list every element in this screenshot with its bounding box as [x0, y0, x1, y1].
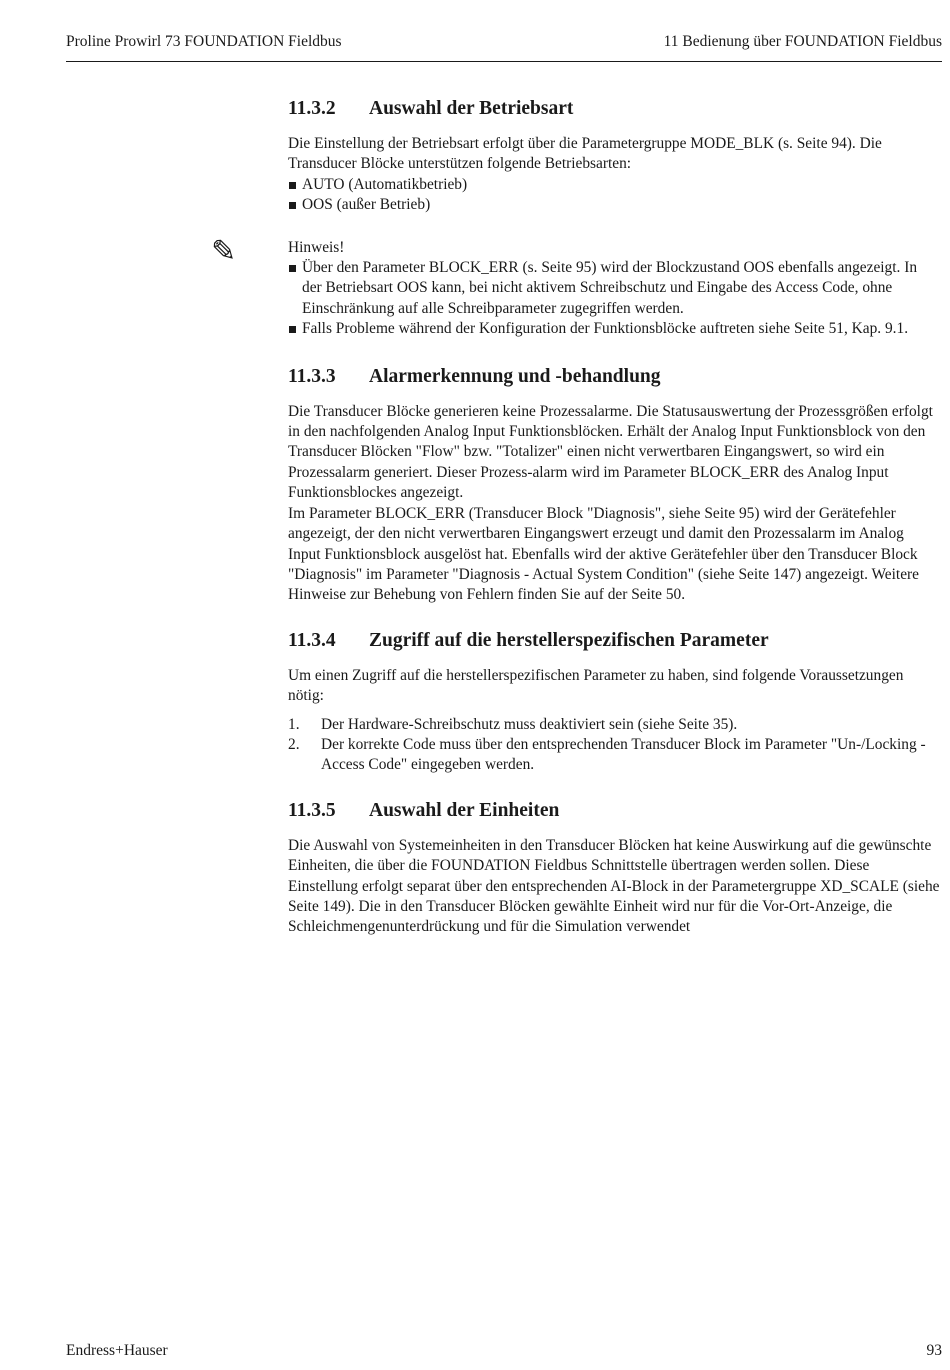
- note-title: Hinweis!: [288, 238, 345, 256]
- paragraph: Die Einstellung der Betriebsart erfolgt über die Parametergruppe MODE_BLK (s. Seite 94). Die Transducer Blöcke unterstützen folgende Betriebsarten:: [288, 135, 882, 173]
- list-item: OOS (außer Betrieb): [288, 195, 940, 215]
- paragraph: Um einen Zugriff auf die herstellerspezifischen Parameter zu haben, sind folgende Voraussetzungen nötig:: [288, 666, 904, 705]
- list-text: Der Hardware-Schreibschutz muss deaktiviert sein (siehe Seite 35).: [321, 715, 738, 733]
- page-content: [211, 96, 940, 960]
- section-alarmerkennung: [288, 364, 940, 606]
- list-item: AUTO (Automatikbetrieb): [288, 175, 940, 195]
- section-title: Auswahl der Betriebsart: [369, 98, 574, 119]
- bullet-list: [288, 175, 940, 216]
- section-heading: [288, 364, 940, 390]
- section-heading: [288, 628, 940, 654]
- page-number: 93: [926, 1342, 942, 1359]
- paragraph: Die Auswahl von Systemeinheiten in den Transducer Blöcken hat keine Auswirkung auf die gewünschte Einheiten, die über die FOUNDATION Fieldbus Schnittstelle übertragen werden sollen. Diese Einstellung erfolgt separat über den entsprechenden AI-Block in der Parametergruppe XD_SCALE (siehe Seite 149). Die in den Transducer Blöcken gewählte Einheit wird nur für die Vor-Ort-Anzeige, die Schleichmengenunterdrückung und für die Simulation verwendet: [288, 836, 940, 936]
- list-item: [288, 715, 940, 735]
- page-header: [66, 33, 942, 62]
- section-zugriff: [288, 628, 940, 776]
- section-heading: [288, 798, 940, 824]
- list-item: Über den Parameter BLOCK_ERR (s. Seite 95) wird der Blockzustand OOS ebenfalls angezeigt. In der Betriebsart OOS kann, bei nicht aktivem Schreibschutz und Eingabe des Access Code, ohne Einschränkung auf alle Schreibparameter zugegriffen werden.: [288, 258, 940, 319]
- list-number: 2.: [288, 735, 300, 753]
- section-title: Alarmerkennung und -behandlung: [369, 365, 661, 387]
- list-text: Der korrekte Code muss über den entsprechenden Transducer Block im Parameter "Un-/Locking - Access Code" eingegeben werden.: [321, 735, 926, 774]
- section-einheiten: [288, 798, 940, 938]
- pencil-icon: ✎: [211, 233, 237, 269]
- section-number: 11.3.3: [288, 365, 336, 387]
- header-document-title: Proline Prowirl 73 FOUNDATION Fieldbus: [66, 33, 342, 50]
- section-number: 11.3.2: [288, 98, 336, 119]
- section-title: Zugriff auf die herstellerspezifischen Parameter: [369, 629, 769, 651]
- section-number: 11.3.4: [288, 629, 336, 651]
- note-bullet-list: [288, 258, 940, 340]
- footer-company: Endress+Hauser: [66, 1342, 168, 1359]
- section-betriebsart: [288, 96, 940, 216]
- section-title: Auswahl der Einheiten: [369, 799, 560, 821]
- paragraph: Im Parameter BLOCK_ERR (Transducer Block "Diagnosis", siehe Seite 95) wird der Gerätefehler angezeigt, der den nicht verwertbaren Eingangswert erzeugt und damit den Prozessalarm im Analog Input Funktionsblock ausgelöst hat. Ebenfalls wird der aktive Gerätefehler über den Transducer Block "Diagnosis" im Parameter "Diagnosis - Actual System Condition" (siehe Seite 147) angezeigt. Weitere Hinweise zur Behebung von Fehlern finden Sie auf der Seite 50.: [288, 504, 919, 604]
- list-item: [288, 735, 940, 776]
- list-item: Falls Probleme während der Konfiguration der Funktionsblöcke auftreten siehe Seite 51, Kap. 9.1.: [288, 319, 940, 339]
- section-number: 11.3.5: [288, 799, 336, 821]
- paragraph: Die Transducer Blöcke generieren keine Prozessalarme. Die Statusauswertung der Prozessgrößen erfolgt in den nachfolgenden Analog Input Funktionsblöcken. Erhält der Analog Input Funktionsblock von den Transducer Blöcken "Flow" bzw. "Totalizer" einen nicht verwertbaren Eingangswert, so wird ein Prozessalarm generiert. Dieser Prozess-alarm wird im Parameter BLOCK_ERR des Analog Input Funktionsblockes angezeigt.: [288, 402, 933, 502]
- section-heading: [288, 96, 940, 122]
- header-chapter-title: 11 Bedienung über FOUNDATION Fieldbus: [663, 33, 942, 50]
- note-box: [211, 233, 940, 340]
- numbered-list: [288, 715, 940, 776]
- list-number: 1.: [288, 715, 300, 733]
